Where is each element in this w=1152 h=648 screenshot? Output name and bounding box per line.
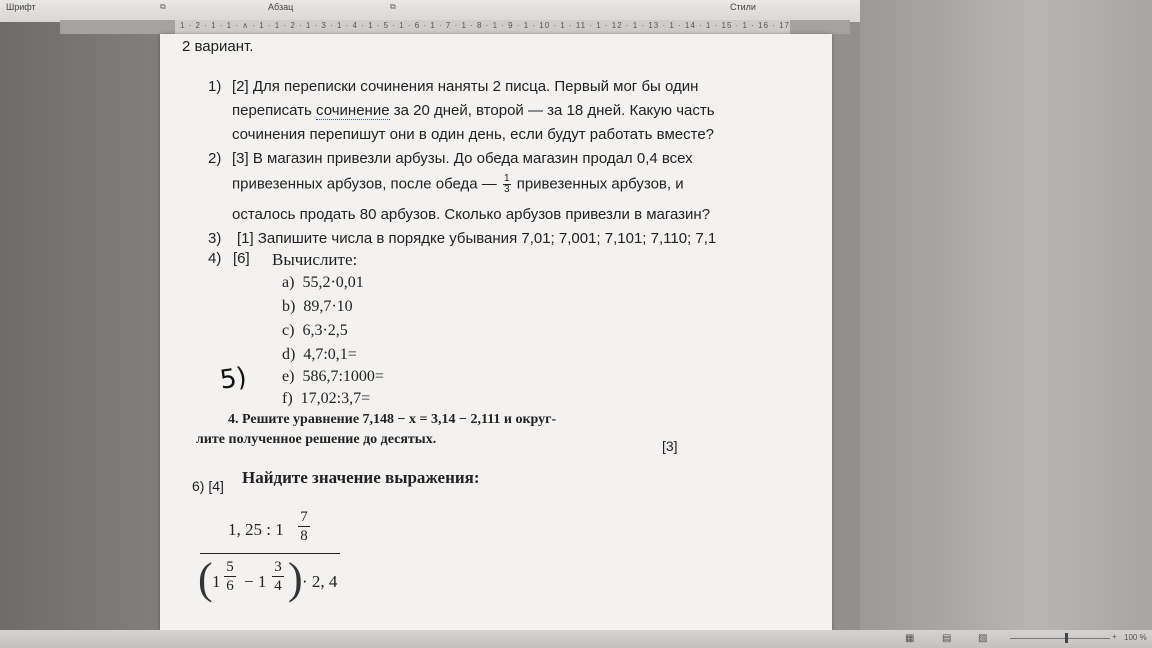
q5-line1: 4. Решите уравнение 7,148 − x = 3,14 − 2,111 и округ- xyxy=(228,412,557,427)
q4-item-c-label: c) xyxy=(282,322,295,339)
q6-num-frac-n: 7 xyxy=(300,509,308,525)
q4-item-c xyxy=(282,322,348,340)
ruler-left-margin xyxy=(60,20,175,34)
q6-numerator xyxy=(228,520,284,540)
right-workspace xyxy=(860,0,1152,630)
paragraph-dialog-launcher-icon[interactable]: ⧉ xyxy=(390,2,396,11)
q3-number: 3) xyxy=(208,230,222,247)
q2-line2-b: привезенных арбузов, и xyxy=(516,175,684,193)
q2-line1: [3] В магазин привезли арбузы. До обеда магазин продал 0,4 всех xyxy=(232,150,693,167)
q6-den-minus: − 1 xyxy=(244,572,267,591)
q4-item-d-expr: 4,7:0,1= xyxy=(303,346,357,363)
web-layout-view-icon[interactable]: ▧ xyxy=(978,633,988,644)
q4-item-d xyxy=(282,346,357,364)
q4-points: [6] xyxy=(233,250,250,267)
q4-item-d-label: d) xyxy=(282,346,296,363)
q1-line2-c: за 20 дней, второй — за 18 дней. Какую часть xyxy=(389,102,715,119)
q4-item-f-label: f) xyxy=(282,390,293,407)
q6-number: 6) [4] xyxy=(192,478,224,494)
q4-item-a-label: a) xyxy=(282,274,295,291)
font-dialog-launcher-icon[interactable]: ⧉ xyxy=(160,2,166,11)
horizontal-ruler[interactable] xyxy=(60,20,850,34)
paragraph-group-label: Абзац xyxy=(268,2,294,12)
q6-den-a-n: 5 xyxy=(226,559,234,575)
font-group-label: Шрифт xyxy=(6,2,36,12)
zoom-level[interactable]: 100 % xyxy=(1124,633,1147,642)
q1-line2 xyxy=(232,102,715,119)
q6-den-a-whole: 1 xyxy=(212,572,221,591)
variant-heading: 2 вариант. xyxy=(182,38,254,55)
print-layout-view-icon[interactable]: ▦ xyxy=(905,633,915,644)
document-page[interactable] xyxy=(160,34,832,634)
zoom-slider-track[interactable] xyxy=(1010,638,1110,639)
q6-den-a-fraction xyxy=(224,558,236,595)
ruler-ticks: 1 · 2 · 1 · 1 · ∧ · 1 · 1 · 2 · 1 · 3 · 1 · 4 · 1 · 5 · 1 · 6 · 1 · 7 · 1 · 8 · 1 · 9 · 1 · 10 · 1 · 11 · 1 · 12 · 1 · 13 · 1 · 14 · 1 · 15 · 1 · 16 · 17 xyxy=(180,21,790,30)
q6-num-frac-d: 8 xyxy=(300,528,308,544)
q4-item-e-label: e) xyxy=(282,368,295,385)
q4-item-f xyxy=(282,390,370,408)
q2-line3: осталось продать 80 арбузов. Сколько арбузов привезли в магазин? xyxy=(232,206,711,223)
q4-item-a-expr: 55,2·0,01 xyxy=(302,274,364,291)
q6-den-b-fraction xyxy=(272,558,284,595)
q4-item-f-expr: 17,02:3,7= xyxy=(300,390,371,407)
q2-number: 2) xyxy=(208,150,222,167)
q2-fraction xyxy=(503,174,511,195)
q1-line2-a: переписать xyxy=(232,102,317,119)
q2-line2-a: привезенных арбузов, после обеда — xyxy=(232,175,497,193)
q4-item-b-expr: 89,7·10 xyxy=(303,298,353,315)
status-bar xyxy=(0,630,1152,648)
q4-number: 4) xyxy=(208,250,222,267)
q6-den-b-n: 3 xyxy=(274,559,282,575)
q1-line3: сочинения перепишут они в один день, если будут работать вместе? xyxy=(232,126,714,143)
zoom-slider-thumb[interactable] xyxy=(1065,633,1068,643)
ruler-right-margin xyxy=(790,20,850,34)
q4-item-c-expr: 6,3·2,5 xyxy=(302,322,348,339)
q1-line1: [2] Для переписки сочинения наняты 2 писца. Первый мог бы один xyxy=(232,78,699,95)
q6-numerator-fraction xyxy=(298,508,310,545)
q2-frac-numerator: 1 xyxy=(503,173,510,184)
q5-line2: лите полученное решение до десятых. xyxy=(196,432,437,447)
q6-numerator-text: 1, 25 : 1 xyxy=(228,520,284,539)
full-screen-view-icon[interactable]: ▤ xyxy=(942,633,952,644)
q6-den-tail: · 2, 4 xyxy=(302,572,338,591)
q4-title: Вычислите: xyxy=(272,250,358,269)
styles-group-label: Стили xyxy=(730,2,756,12)
q6-left-paren: ( xyxy=(198,554,213,603)
q4-item-b xyxy=(282,298,353,316)
zoom-in-icon[interactable]: + xyxy=(1112,632,1117,641)
q6-den-b-d: 4 xyxy=(274,578,282,594)
q6-right-paren: ) xyxy=(288,554,303,603)
q6-den-a-d: 6 xyxy=(226,578,234,594)
q5-points: [3] xyxy=(662,438,678,454)
q6-title: Найдите значение выражения: xyxy=(242,468,480,487)
q1-spellcheck-word[interactable]: сочинение xyxy=(316,102,390,119)
q6-main-fraction-bar xyxy=(200,553,340,554)
q4-item-e-expr: 586,7:1000= xyxy=(302,368,384,385)
q4-item-a xyxy=(282,274,364,292)
q2-line2 xyxy=(232,174,684,195)
q4-item-b-label: b) xyxy=(282,298,296,315)
q1-number: 1) xyxy=(208,78,222,95)
q2-frac-denominator: 3 xyxy=(503,184,510,195)
q4-item-e xyxy=(282,368,384,386)
q3-text: [1] Запишите числа в порядке убывания 7,01; 7,001; 7,101; 7,110; 7,1 xyxy=(237,230,717,247)
handwritten-mark: 5) xyxy=(218,362,249,396)
